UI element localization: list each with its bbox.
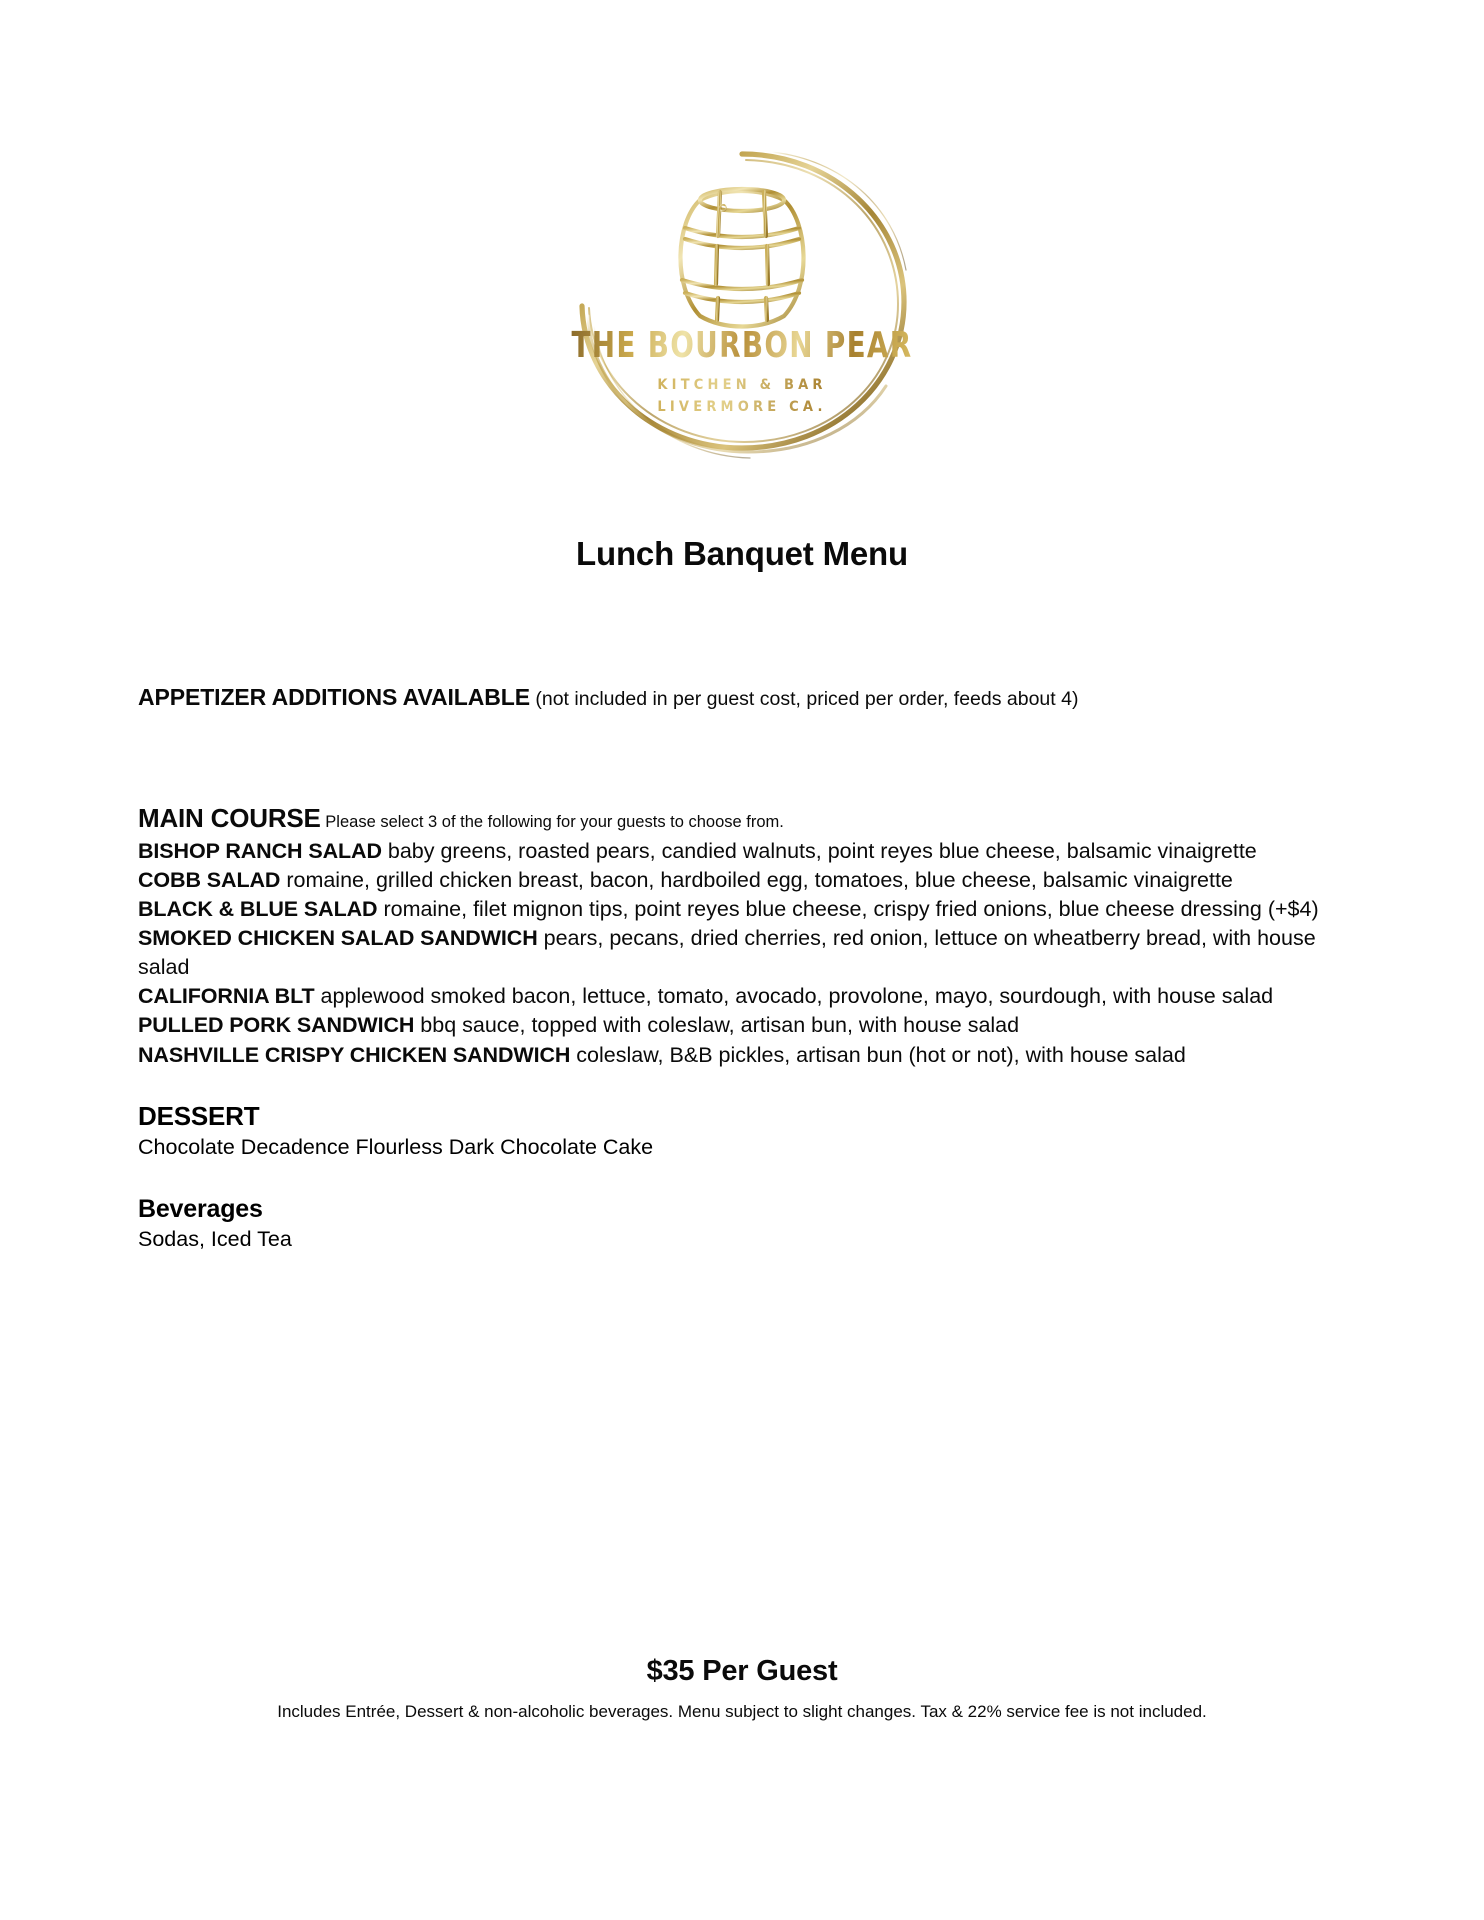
- menu-item-name: BISHOP RANCH SALAD: [138, 838, 382, 863]
- restaurant-logo: [0, 130, 1484, 470]
- main-course-items: [138, 837, 1364, 1070]
- brand-name: THE BOURBON PEAR: [571, 325, 913, 366]
- dessert-heading: DESSERT: [138, 1100, 260, 1131]
- menu-item: [138, 1041, 1364, 1070]
- main-course-note: Please select 3 of the following for your guests to choose from.: [325, 813, 784, 832]
- footer-fineprint: Includes Entrée, Dessert & non-alcoholic beverages. Menu subject to slight changes. Tax & 22% service fee is not included.: [277, 1702, 1207, 1721]
- dessert-section: [138, 1100, 1364, 1163]
- menu-footer: [0, 1655, 1484, 1722]
- menu-item-name: CALIFORNIA BLT: [138, 984, 315, 1009]
- brand-tagline-location: LIVERMORE CA.: [542, 396, 942, 418]
- menu-item-description: bbq sauce, topped with coleslaw, artisan bun, with house salad: [420, 1013, 1020, 1038]
- appetizer-section: [138, 682, 1364, 713]
- menu-item: [138, 982, 1364, 1011]
- menu-item-description: pears, pecans, dried cherries, red onion, lettuce on wheatberry bread, with house salad: [138, 926, 1316, 980]
- spacer: [138, 1070, 1364, 1100]
- menu-content: [138, 682, 1364, 1254]
- menu-item: [138, 837, 1364, 866]
- menu-item-name: COBB SALAD: [138, 867, 281, 892]
- main-course-heading: MAIN COURSE: [138, 803, 321, 834]
- price-per-guest: $35 Per Guest: [646, 1655, 838, 1687]
- menu-item-name: SMOKED CHICKEN SALAD SANDWICH: [138, 926, 538, 950]
- menu-item-description: applewood smoked bacon, lettuce, tomato, avocado, provolone, mayo, sourdough, with house salad: [320, 984, 1274, 1009]
- dessert-body: Chocolate Decadence Flourless Dark Chocolate Cake: [138, 1135, 654, 1160]
- spacer: [138, 1163, 1364, 1193]
- menu-item: [138, 1011, 1364, 1040]
- menu-item-name: BLACK & BLUE SALAD: [138, 896, 378, 921]
- beverages-body: Sodas, Iced Tea: [138, 1227, 292, 1252]
- beverages-heading: Beverages: [138, 1194, 263, 1223]
- spacer: [138, 713, 1364, 801]
- page-title: Lunch Banquet Menu: [576, 535, 908, 572]
- logo-graphic: [542, 130, 942, 470]
- appetizer-note: (not included in per guest cost, priced per order, feeds about 4): [535, 688, 1079, 710]
- menu-item-description: romaine, filet mignon tips, point reyes blue cheese, crispy fried onions, blue cheese dressing (+$4): [383, 896, 1319, 921]
- menu-item-description: baby greens, roasted pears, candied walnuts, point reyes blue cheese, balsamic vinaigrette: [387, 838, 1257, 863]
- menu-item-name: NASHVILLE CRISPY CHICKEN SANDWICH: [138, 1042, 571, 1067]
- logo-wordmark: [542, 325, 942, 419]
- menu-item-description: romaine, grilled chicken breast, bacon, hardboiled egg, tomatoes, blue cheese, balsamic vinaigrette: [286, 867, 1233, 892]
- menu-item-description: coleslaw, B&B pickles, artisan bun (hot or not), with house salad: [576, 1042, 1186, 1067]
- appetizer-heading: APPETIZER ADDITIONS AVAILABLE: [138, 684, 530, 710]
- beverages-section: [138, 1193, 1364, 1255]
- menu-item: [138, 866, 1364, 895]
- logo-circle-and-barrel-svg: [542, 130, 942, 470]
- menu-item: [138, 895, 1364, 924]
- main-course-heading-row: [138, 801, 1364, 836]
- menu-item: [138, 924, 1364, 982]
- menu-item-name: PULLED PORK SANDWICH: [138, 1013, 415, 1038]
- brand-tagline-kitchen-bar: KITCHEN & BAR: [542, 374, 942, 396]
